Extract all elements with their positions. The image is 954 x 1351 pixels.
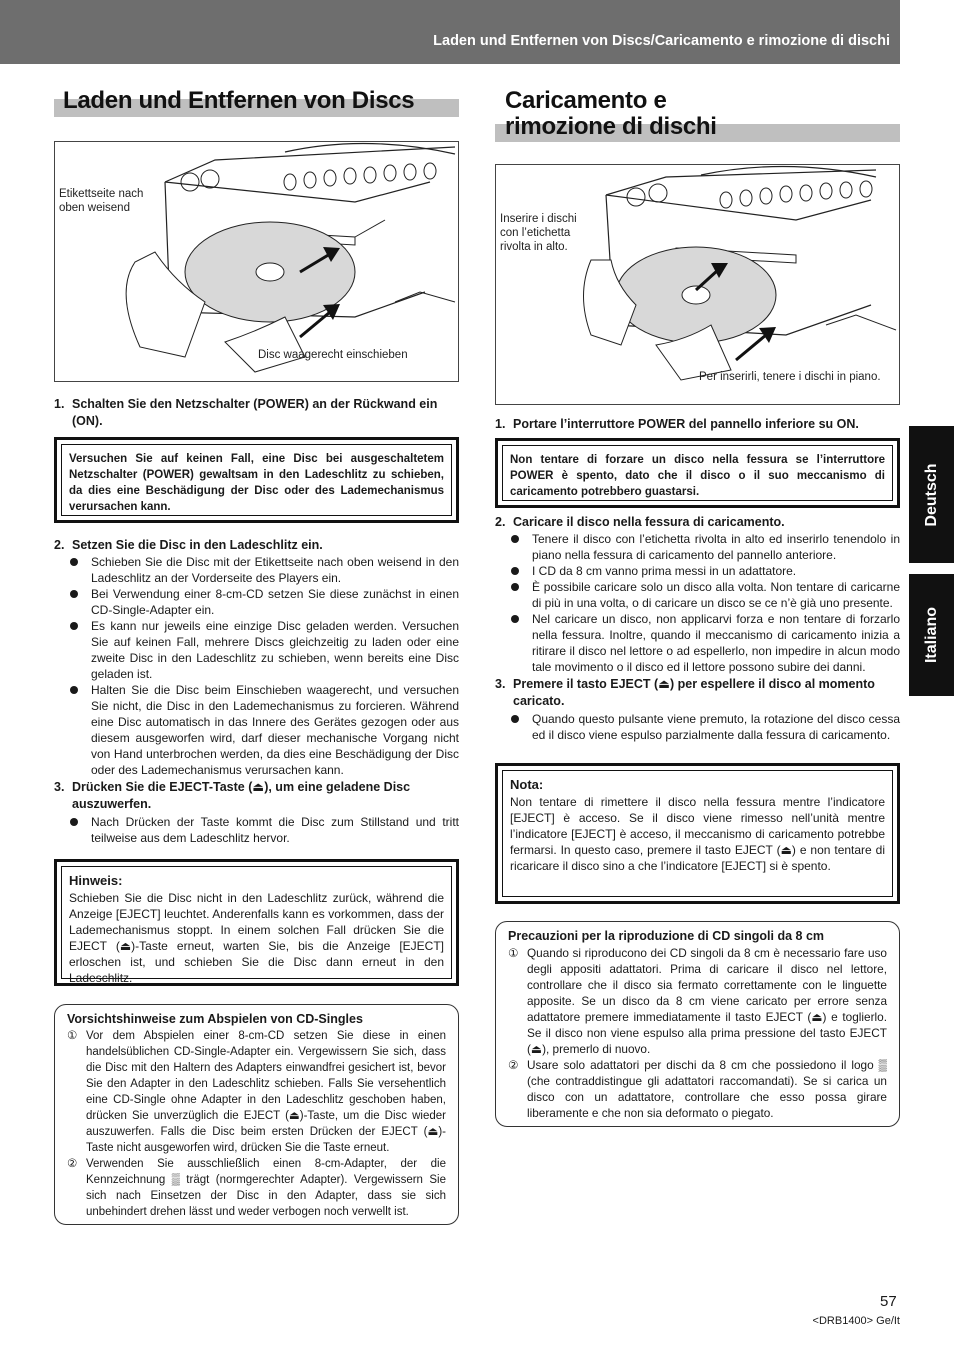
precautions-title: Precauzioni per la riproduzione di CD singoli da 8 cm xyxy=(508,929,825,943)
hint-box xyxy=(54,859,459,986)
precaution-item xyxy=(67,1156,446,1220)
step-1 xyxy=(495,416,900,433)
cdj-illustration-svg xyxy=(55,142,458,381)
caption-line: oben weisend xyxy=(59,202,130,214)
list-item: Nel caricare un disco, non applicarvi forza e non tentare di forzarlo nella fessura. Inoltre, quando il meccanismo di caricamento inizia a ritirare il disco nel lettore o ad espellerlo, non impedire in alcun modo tale movimento o il disco ed il lettore possono subire dei danni. xyxy=(495,611,900,675)
warning-box xyxy=(495,438,900,508)
step-2 xyxy=(54,537,459,554)
tab-label: Deutsch xyxy=(922,462,940,527)
tab-deutsch[interactable] xyxy=(909,426,954,563)
cd-single-precautions-box xyxy=(495,921,900,1127)
loading-illustration xyxy=(495,164,900,405)
caption-line: Inserire i dischi xyxy=(500,213,577,225)
note-title: Nota: xyxy=(510,777,544,792)
step-number: 3. xyxy=(495,677,506,691)
tab-label: Italiano xyxy=(922,606,940,664)
list-item: Schieben Sie die Disc mit der Etikettseite nach oben weisend in den Ladeschlitz an der Vorderseite des Players ein. xyxy=(54,554,459,586)
step-text: Drücken Sie die EJECT-Taste (⏏), um eine geladene Disc auszuwerfen. xyxy=(72,780,411,811)
header-title: Laden und Entfernen von Discs/Caricamento e rimozione di dischi xyxy=(433,33,890,49)
warning-box xyxy=(54,437,459,523)
step-text: Schalten Sie den Netzschalter (POWER) an der Rückwand ein (ON). xyxy=(72,397,438,428)
step-number: 2. xyxy=(495,515,506,529)
item-text: Verwenden Sie ausschließlich einen 8-cm-Adapter, der die Kennzeichnung ▒ trägt (normgerechter Adapter). Vergewissern Sie sich nach Einsetzen der Disc in den Adapter, dass sie sich unbehindert drehen lässt und weder verbogen noch verwellt ist. xyxy=(86,1158,446,1218)
hint-text: Schieben Sie die Disc nicht in den Ladeschlitz zurück, während die Anzeige [EJECT] leuchtet. Anderenfalls kann es vorkommen, dass der Lademechanismus stoppt. In einem solchen Fall drücken Sie die EJECT (⏏)-Taste erneut, warten Sie, bis die Anzeige [EJECT] erloschen ist, und schieben Sie die Disc dann erneut in den Ladeschlitz. xyxy=(69,891,444,985)
list-item: Quando questo pulsante viene premuto, la rotazione del disco cessa ed il disco viene espulso parzialmente dalla fessura di caricamento. xyxy=(495,711,900,743)
item-number: ① xyxy=(67,1030,78,1042)
item-text: Quando si riproducono dei CD singoli da 8 cm è necessario fare uso degli appositi adattatori. Prima di caricare il disco nel lettore, controllare che il disco sia fermato correttamente con le linguette apposite. Se un disco da 8 cm viene caricato per errore senza adattatore premere immediatamente il tasto EJECT (⏏) e toglierlo. Se il disco non viene espulso alla prima pressione del tasto EJECT (⏏), premerlo di nuovo. xyxy=(527,946,887,1056)
title-line-1: Caricamento e xyxy=(505,87,667,114)
step-2-bullets xyxy=(54,554,459,778)
step-3 xyxy=(495,676,900,710)
step-text: Setzen Sie die Disc in den Ladeschlitz ein. xyxy=(72,538,323,552)
caption-line: rivolta in alto. xyxy=(500,241,568,253)
insert-horizontally-caption: Disc waagerecht einschieben xyxy=(258,349,408,361)
step-text: Premere il tasto EJECT (⏏) per espellere il disco al momento caricato. xyxy=(513,677,875,708)
hint-title: Hinweis: xyxy=(69,873,123,888)
list-item: Tenere il disco con l’etichetta rivolta in alto ed inserirlo tenendolo in piano nella fessura di caricamento del pannello anteriore. xyxy=(495,531,900,563)
list-item: Bei Verwendung einer 8-cm-CD setzen Sie diese zunächst in einen CD-Single-Adapter ein. xyxy=(54,586,459,618)
precaution-item xyxy=(508,945,887,1057)
step-number: 3. xyxy=(54,780,65,794)
precaution-item xyxy=(508,1057,887,1121)
caption-line: Etikettseite nach xyxy=(59,188,144,200)
item-number: ② xyxy=(508,1058,519,1072)
precautions-title: Vorsichtshinweise zum Abspielen von CD-Singles xyxy=(67,1012,363,1026)
page-header xyxy=(0,0,900,64)
item-text: Usare solo adattatori per dischi da 8 cm che possiedono il logo ▒ (che contraddistingue gli adattatori raccomandati). Se si carica un disco con un adattatore, controllare che esso possa girare liberamente e che non sia deformato o piegato. xyxy=(527,1058,887,1120)
caption-line: con l’etichetta xyxy=(500,227,571,239)
loading-illustration xyxy=(54,141,459,382)
item-number: ② xyxy=(67,1158,78,1170)
tab-italiano[interactable] xyxy=(909,574,954,696)
step-number: 1. xyxy=(495,417,506,431)
item-number: ① xyxy=(508,946,519,960)
title-line-2: rimozione di dischi xyxy=(505,113,717,140)
section-title xyxy=(505,88,717,140)
hint-inner xyxy=(61,866,452,985)
list-item: È possibile caricare solo un disco alla volta. Non tentare di caricarne di più in una volta, o di caricare un disco se ce n’è già uno presente. xyxy=(495,579,900,611)
note-box xyxy=(495,763,900,904)
insert-horizontally-caption: Per inserirli, tenere i dischi in piano. xyxy=(699,371,881,383)
step-3 xyxy=(54,779,459,813)
item-text: Vor dem Abspielen einer 8-cm-CD setzen Sie diese in einen handelsüblichen CD-Single-Adapter ein. Vergewissern Sie sich, dass die Disc mit den Haltern des Adapters einwandfrei gesichert ist, bevor Sie den Adapter in den Ladeschlitz schieben. Falls Sie versehentlich eine CD-Single ohne Adapter in den Ladeschlitz geschoben haben, drücken Sie unverzüglich die EJECT (⏏)-Taste, um die Disc wieder auszuwerfen. Falls die Disc beim ersten Drücken der EJECT (⏏)-Taste nicht ausgeworfen wird, drücken Sie die Taste erneut. xyxy=(86,1030,446,1154)
page-number: 57 xyxy=(880,1293,897,1310)
step-1 xyxy=(54,396,459,430)
note-text: Non tentare di rimettere il disco nella fessura mentre l’indicatore [EJECT] è acceso. Se il disco viene rimesso nell’unità mentre l’indicatore [EJECT] è acceso, il meccanismo di caricamento potrebbe fermarsi. In questo caso, premere il tasto EJECT (⏏) e non tentare di ricaricare il disco sino a che l’indicatore [EJECT] si è spento. xyxy=(510,795,885,873)
step-2 xyxy=(495,514,900,531)
step-2-bullets xyxy=(495,531,900,675)
list-item: Nach Drücken der Taste kommt die Disc zum Stillstand und tritt teilweise aus dem Ladeschlitz hervor. xyxy=(54,814,459,846)
label-side-up-caption xyxy=(59,187,143,215)
cd-single-precautions-box xyxy=(54,1004,459,1225)
step-text: Caricare il disco nella fessura di caricamento. xyxy=(513,515,785,529)
label-side-up-caption xyxy=(500,212,577,254)
cdj-illustration-svg xyxy=(496,165,899,404)
step-number: 1. xyxy=(54,397,65,411)
step-number: 2. xyxy=(54,538,65,552)
document-reference: <DRB1400> Ge/It xyxy=(812,1315,900,1327)
list-item: Halten Sie die Disc beim Einschieben waagerecht, und versuchen Sie nicht, die Disc in den Lademechanismus zu forcieren. Während eine Disc automatisch in das Innere des Gerätes gezogen oder aus diesem ausgeworfen wird, darf dieser mechanische Vorgang nicht von Hand unterbrochen werden, da dies eine Beschädigung der Disc oder des Lademechanismus verursachen kann. xyxy=(54,682,459,778)
note-inner xyxy=(502,770,893,897)
step-3-bullets xyxy=(495,711,900,743)
step-text: Portare l’interruttore POWER del pannello inferiore su ON. xyxy=(513,417,859,431)
warning-text: Non tentare di forzare un disco nella fessura se l’interruttore POWER è spento, dato che il disco o il suo meccanismo di caricamento potrebbero guastarsi. xyxy=(502,445,893,501)
precaution-item xyxy=(67,1028,446,1156)
warning-text: Versuchen Sie auf keinen Fall, eine Disc bei ausgeschaltetem Netzschalter (POWER) gewaltsam in den Ladeschlitz zu schieben, da dies eine Beschädigung der Disc oder des Lademechanismus verursachen kann. xyxy=(61,444,452,516)
list-item: I CD da 8 cm vanno prima messi in un adattatore. xyxy=(495,563,900,579)
step-3-bullets xyxy=(54,814,459,846)
list-item: Es kann nur jeweils eine einzige Disc geladen werden. Versuchen Sie auf keinen Fall, mehrere Discs gleichzeitig zu laden oder eine zweite Disc in den Ladeschlitz zu schieben, wenn bereits eine Disc geladen ist. xyxy=(54,618,459,682)
section-title: Laden und Entfernen von Discs xyxy=(63,87,415,114)
